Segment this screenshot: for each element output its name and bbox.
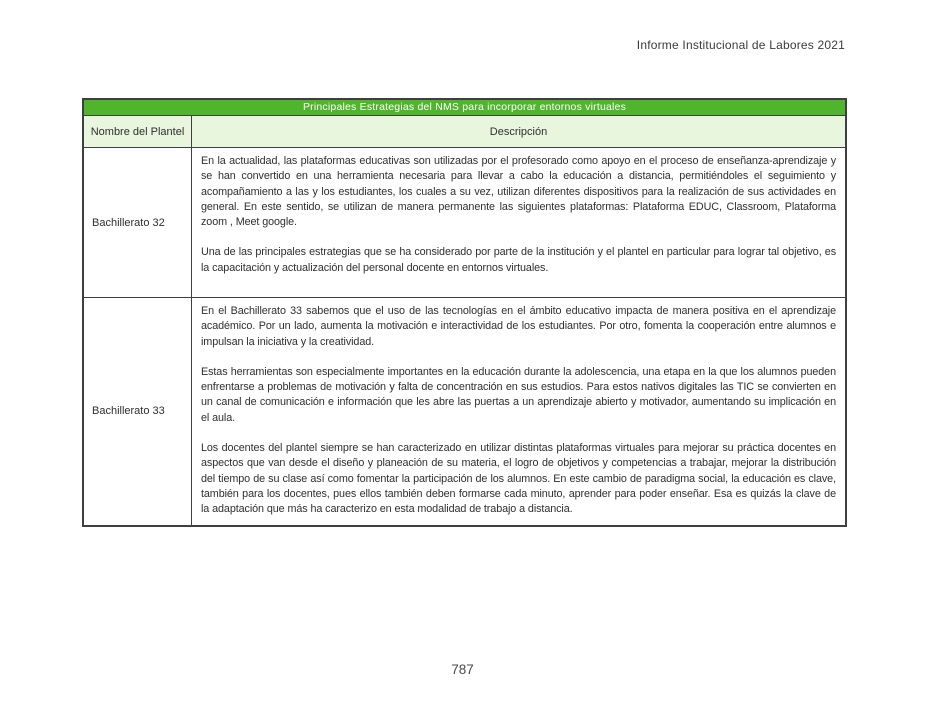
table-header-row bbox=[84, 116, 845, 148]
description-paragraph: En la actualidad, las plataformas educativas son utilizadas por el profesorado como apoyo en el proceso de enseñanza-aprendizaje y se han convertido en una herramienta necesaria para llevar a cabo la educación a distancia, permitiéndoles el seguimiento y acompañamiento a las y los estudiantes, los cuales a su vez, utilizan diferentes dispositivos para la realización de sus actividades en general. En este sentido, se utilizan de manera permanente las siguientes plataformas: Plataforma EDUC, Classroom, Plataforma zoom , Meet google. bbox=[201, 155, 836, 229]
plantel-name: Bachillerato 33 bbox=[84, 298, 192, 525]
table-title: Principales Estrategias del NMS para incorporar entornos virtuales bbox=[84, 100, 845, 116]
description-paragraph: Estas herramientas son especialmente importantes en la educación durante la adolescencia, una etapa en la que los alumnos pueden enfrentarse a problemas de motivación y falta de concentración en sus estudios. Para estos nativos digitales las TIC se convierten en un canal de comunicación e información que les abre las puertas a un aprendizaje abierto y motivador, aumentando su implicación en el aula. bbox=[201, 365, 836, 424]
report-title-header: Informe Institucional de Labores 2021 bbox=[636, 38, 845, 52]
plantel-description bbox=[192, 298, 845, 525]
column-header-plantel: Nombre del Plantel bbox=[84, 116, 192, 147]
description-paragraph: Una de las principales estrategias que se ha considerado por parte de la institución y el plantel en particular para lograr tal objetivo, es la capacitación y actualización del personal docente en entornos virtuales. bbox=[201, 246, 836, 274]
page-number: 787 bbox=[451, 662, 474, 677]
table-row bbox=[84, 148, 845, 298]
table-row bbox=[84, 298, 845, 525]
plantel-description bbox=[192, 148, 845, 297]
strategies-table bbox=[82, 98, 847, 527]
description-paragraph: Los docentes del plantel siempre se han caracterizado en utilizar distintas plataformas virtuales para mejorar su práctica docentes en aspectos que van desde el diseño y planeación de su materia, el logro de objetivos y competencias a trabajar, mejorar la distribución del tiempo de su clase así como fomentar la participación de los alumnos. En este cambio de paradigma social, la educación es clave, también para los docentes, pues ellos también deben formarse cada minuto, aprender para poder enseñar. Esa es quizás la clave de la adaptación que más ha caracterizo en esta modalidad de trabajo a distancia. bbox=[201, 442, 836, 516]
description-paragraph: En el Bachillerato 33 sabemos que el uso de las tecnologías en el ámbito educativo impacta de manera positiva en el aprendizaje académico. Por un lado, aumenta la motivación e interactividad de los estudiantes. Por otro, fomenta la cooperación entre alumnos e impulsan la iniciativa y la creatividad. bbox=[201, 305, 836, 348]
plantel-name: Bachillerato 32 bbox=[84, 148, 192, 297]
column-header-descripcion: Descripción bbox=[489, 125, 548, 138]
